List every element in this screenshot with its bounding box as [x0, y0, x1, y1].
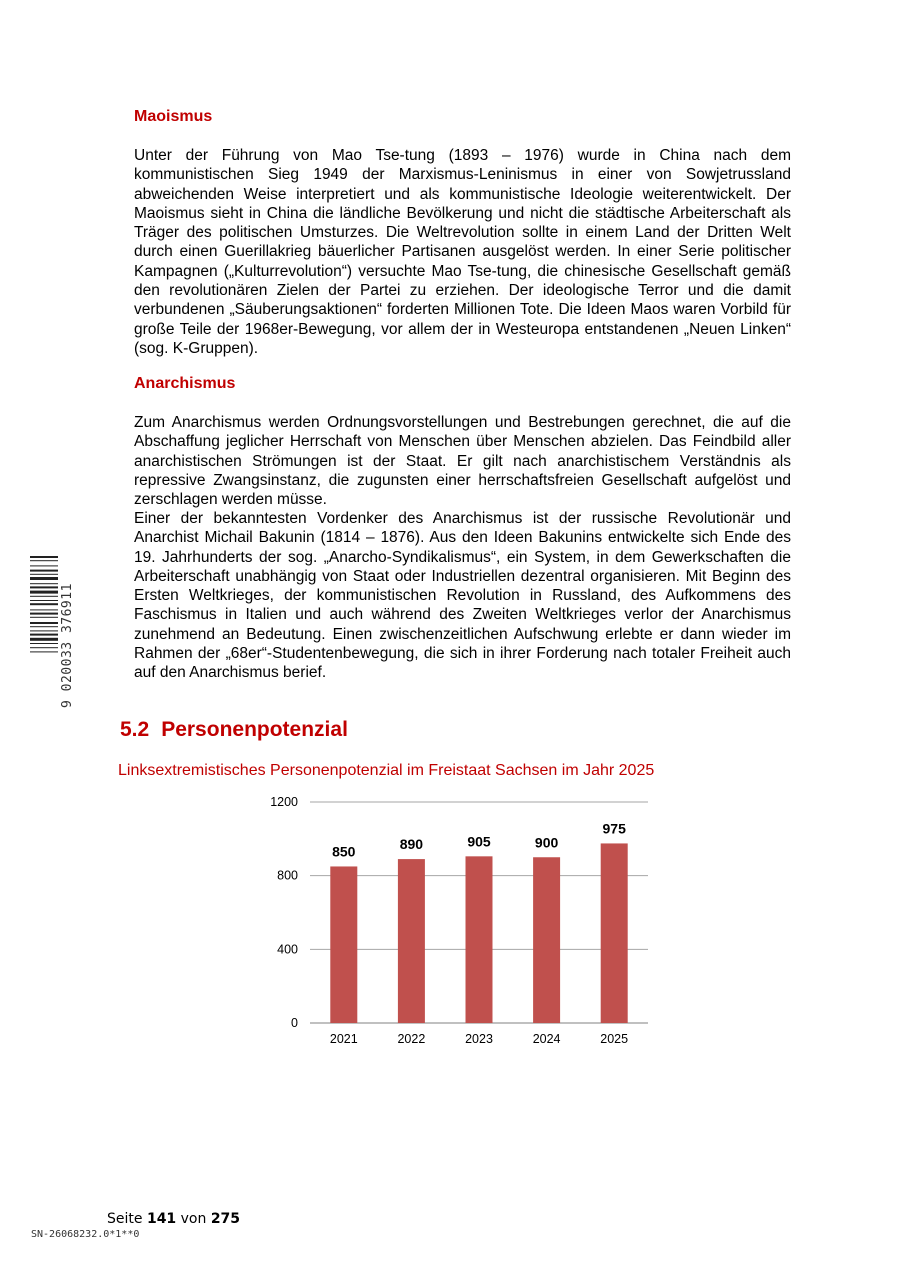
y-tick-label: 0	[291, 1016, 298, 1030]
footer-prefix: Seite	[107, 1211, 147, 1227]
anarchismus-paragraph-1: Zum Anarchismus werden Ordnungsvorstellungen und Bestrebungen gerechnet, die auf die Abschaffung jeglicher Herrschaft von Menschen über Menschen abzielen. Das Feindbild aller anarchistischen Strömungen ist der Staat. Er gilt nach anarchistischem Verständnis als repressive Zwangsinstanz, die zugunsten einer herrschaftsfreien Gesellschaft aufgelöst und zerschlagen werden müsse.	[134, 414, 791, 509]
barcode-bar	[30, 643, 58, 644]
data-label: 975	[602, 820, 626, 837]
section-heading-anarchismus: Anarchismus	[134, 375, 236, 392]
chapter-number: 5.2	[120, 718, 150, 741]
barcode-bar	[30, 626, 58, 627]
bar-chart	[250, 790, 670, 1060]
data-label: 850	[332, 843, 356, 860]
footer-middle: von	[176, 1211, 211, 1227]
barcode-bar	[30, 638, 58, 641]
x-tick-label: 2022	[397, 1032, 426, 1046]
x-tick-label: 2023	[465, 1032, 493, 1046]
x-tick-label: 2024	[532, 1032, 561, 1046]
barcode-bar	[30, 583, 58, 584]
barcode-bar	[30, 570, 58, 572]
y-tick-label: 400	[277, 942, 298, 957]
barcode-bar	[30, 560, 58, 561]
page-total: 275	[210, 1211, 241, 1227]
barcode-digits: 9 020033 376911	[60, 583, 75, 708]
barcode-bar	[30, 634, 58, 636]
chapter-heading	[120, 718, 348, 742]
bar	[601, 843, 628, 1023]
barcode-bar	[30, 565, 58, 566]
chapter-title: Personenpotenzial	[161, 718, 348, 741]
barcode-bar	[30, 577, 58, 580]
barcode-bar	[30, 603, 58, 605]
chart-title: Linksextremistisches Personenpotenzial im Freistaat Sachsen im Jahr 2025	[118, 762, 655, 779]
y-tick-label: 800	[277, 868, 298, 883]
maoismus-paragraph: Unter der Führung von Mao Tse-tung (1893 – 1976) wurde in China nach dem kommunistischen Sieg 1949 der Marxismus-Leninismus in einer von Sowjetrussland abweichenden Weise interpretiert und als kommunistische Ideologie weiterentwickelt. Der Maoismus sieht in China die ländliche Bevölkerung und nicht die städtische Arbeiterschaft als Träger des politischen Umsturzes. Die Weltrevolution sollte in einem Land der Dritten Welt durch einen Guerillakrieg bäuerlicher Partisanen ausgelöst werden. In einer Serie politischer Kampagnen („Kulturrevolution“) versuchte Mao Tse-tung, die chinesische Gesellschaft gemäß den revolutionären Zielen der Partei zu erziehen. Der ideologische Terror und die damit verbundenen „Säuberungsaktionen“ forderten Millionen Tote. Die Ideen Maos waren Vorbild für große Teile der 1968er-Bewegung, vor allem der in Westeuropa entstandenen „Neuen Linken“ (sog. K-Gruppen).	[134, 147, 791, 357]
bar	[330, 866, 357, 1023]
barcode-bar	[30, 630, 58, 631]
section-heading-maoismus: Maoismus	[134, 108, 213, 125]
data-label: 905	[467, 833, 491, 850]
barcode-bar	[30, 596, 58, 597]
barcode-bar	[30, 600, 58, 601]
x-tick-label: 2025	[600, 1032, 629, 1046]
page-footer	[107, 1211, 240, 1227]
bar	[533, 857, 560, 1023]
barcode-bar	[30, 613, 58, 615]
barcode-bar	[30, 574, 58, 575]
barcode-bar	[30, 651, 58, 652]
bar	[466, 856, 493, 1023]
barcode-bar	[30, 617, 58, 618]
x-tick-label: 2021	[329, 1032, 358, 1046]
barcode-bar	[30, 622, 58, 624]
document-id: SN-26068232.0*1**0	[31, 1229, 140, 1240]
data-label: 890	[399, 836, 424, 853]
barcode-bar	[30, 586, 58, 588]
barcode-bar	[30, 647, 58, 648]
page-number: 141	[146, 1211, 177, 1227]
bar	[398, 859, 425, 1023]
y-tick-label: 1200	[270, 795, 298, 809]
anarchismus-paragraph-2: Einer der bekanntesten Vordenker des Anarchismus ist der russische Revolutionär und Anarchist Michail Bakunin (1814 – 1876). Aus den Ideen Bakunins entwickelte sich Ende des 19. Jahrhunderts der sog. „Anarcho-Syndikalismus“, ein System, in dem Gewerkschaften die Arbeiterschaft unabhängig von Staat oder Industriellen dezentral organisieren. Mit Beginn des Ersten Weltkrieges, der kommunistischen Revolution in Russland, des Aufkommens des Faschismus in Italien und auch während des Zweiten Weltkrieges verlor der Anarchismus zunehmend an Bedeutung. Einen zwischenzeitlichen Aufschwung erlebte er dann wieder im Rahmen der „68er“-Studentenbewegung, die sich in ihrer Forderung nach totaler Freiheit auch auf den Anarchismus berief.	[134, 510, 791, 682]
barcode-bar	[30, 609, 58, 610]
barcode-bar	[30, 591, 58, 594]
data-label: 900	[534, 834, 559, 851]
barcode-bar	[30, 556, 58, 558]
